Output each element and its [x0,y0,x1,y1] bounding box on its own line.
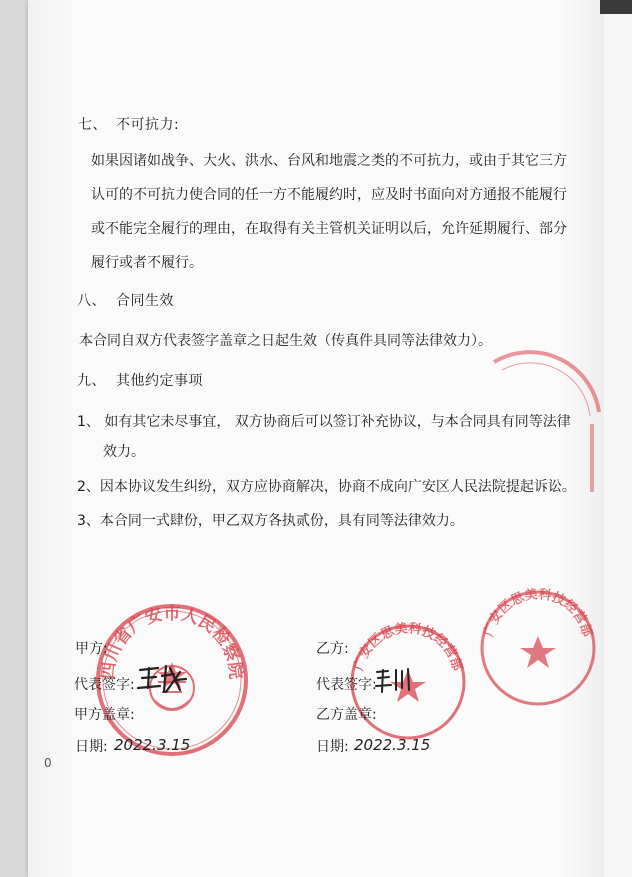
party-a-rep-label: 代表签字: [74,677,135,693]
section-9-title: 其他约定事项 [116,373,203,389]
party-a-seal-label: 甲方盖章: [74,707,135,723]
svg-text:广安区思美科技经营部: 广安区思美科技经营部 [351,622,465,673]
svg-text:广安区思美科技经营部: 广安区思美科技经营部 [481,588,595,639]
section-9-item-2: 2、因本协议发生纠纷，双方应协商解决，协商不成向广安区人民法院提起诉讼。 [77,479,576,495]
party-b-seal-secondary [478,588,598,708]
section-9-item-1: 1、 如有其它未尽事宜， 双方协商后可以签订补充协议，与本合同具有同等法律 [77,414,571,430]
section-7-line-4: 履行或者不履行。 [91,255,203,271]
party-b-label: 乙方: [316,641,349,657]
party-b-rep-label: 代表签字: [316,677,377,693]
svg-text:2022.3.15: 2022.3.15 [114,736,191,754]
svg-text:2022.3.15: 2022.3.15 [354,736,431,754]
section-7-line-3: 或不能完全履行的理由，在取得有关主管机关证明以后，允许延期履行、部分 [91,221,567,237]
section-7-line-2: 认可的不可抗力使合同的任一方不能履约时，应及时书面向对方通报不能履行 [91,187,567,203]
party-b-date-handwritten [352,734,431,756]
svg-text:四川省广安市人民检察院: 四川省广安市人民检察院 [98,603,246,681]
section-9-item-3: 3、本合同一式肆份，甲乙双方各执贰份，具有同等法律效力。 [77,513,464,529]
scanner-edge [600,0,632,14]
party-b-date-label: 日期: [316,739,349,755]
section-8-number: 八、 [77,293,106,309]
section-8-text: 本合同自双方代表签字盖章之日起生效（传真件具同等法律效力）。 [79,333,492,349]
margin-mark: 0 [44,756,52,770]
section-7-line-1: 如果因诸如战争、大火、洪水、台风和地震之类的不可抗力，或由于其它三方 [91,153,567,169]
party-a-date-label: 日期: [75,739,108,755]
section-9-item-1-cont: 效力。 [103,444,145,460]
party-b-seal-label: 乙方盖章: [316,707,377,723]
section-7-number: 七、 [78,117,107,133]
section-8-title: 合同生效 [116,293,174,309]
party-b-signature [374,666,414,694]
party-a-label: 甲方: [75,641,108,657]
party-a-signature [136,662,188,696]
partial-seal-top [474,352,604,502]
party-a-date-handwritten [112,734,191,756]
section-9-number: 九、 [77,373,106,389]
section-7-title: 不可抗力: [116,117,180,133]
page-edge [604,0,632,877]
